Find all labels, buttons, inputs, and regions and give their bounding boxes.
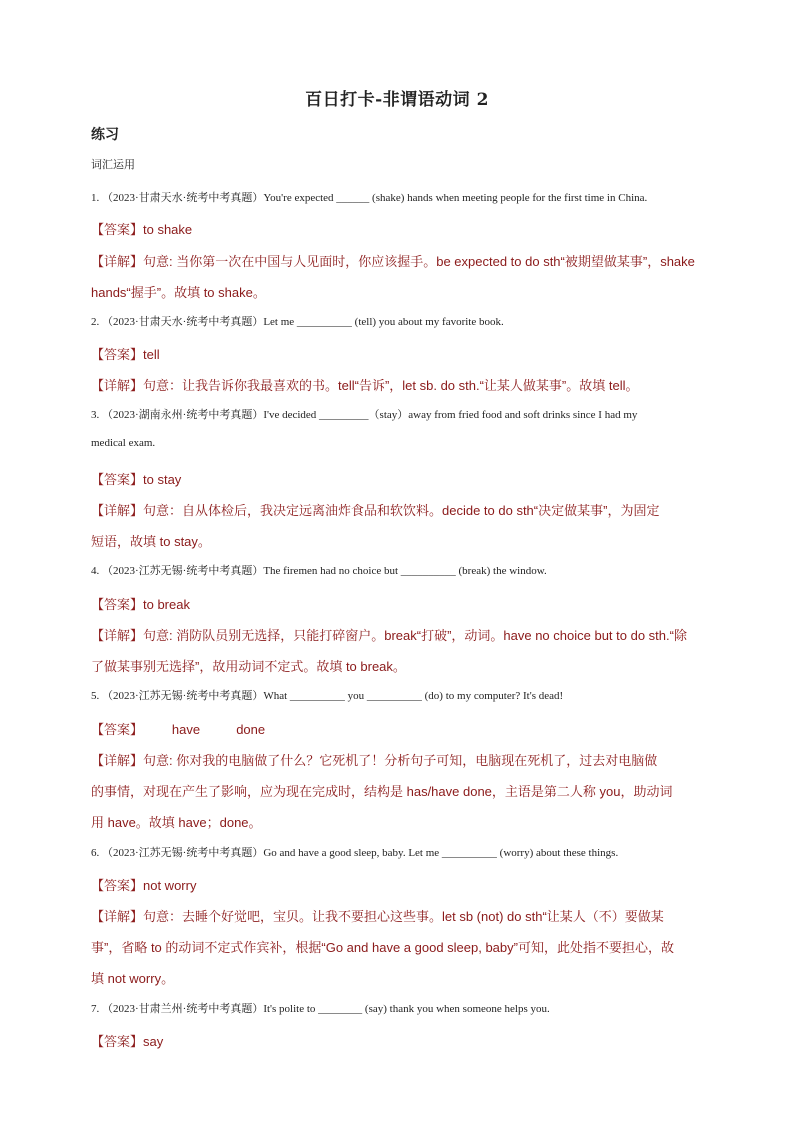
answer-4: 【答案】to break — [91, 597, 190, 612]
answer-5: 【答案】 have done — [91, 722, 266, 737]
detail-4-line-1: 【详解】句意: 消防队员别无选择，只能打碎窗户。break“打破”，动词。have no choice but to do sth.“除 — [91, 628, 687, 643]
detail-4-line-2: 了做某事别无选择”，故用动词不定式。故填 to break。 — [91, 659, 406, 674]
section-heading: 练习 — [91, 127, 119, 143]
question-3-cont: medical exam. — [91, 437, 156, 449]
question-3: 3. （2023·湖南永州·统考中考真题）I've decided _________（stay）away from fried food and soft drinks since I had my — [91, 409, 638, 421]
detail-6-line-3: 填 not worry。 — [91, 971, 175, 986]
question-7: 7. （2023·甘肃兰州·统考中考真题）It's polite to ________ (say) thank you when someone helps you. — [91, 1003, 550, 1015]
detail-3-line-2: 短语，故填 to stay。 — [91, 534, 211, 549]
answer-2: 【答案】tell — [91, 347, 160, 362]
detail-2-line-1: 【详解】句意：让我告诉你我最喜欢的书。tell“告诉”，let sb. do sth.“让某人做某事”。故填 tell。 — [91, 378, 639, 393]
detail-6-line-1: 【详解】句意：去睡个好觉吧，宝贝。让我不要担心这些事。let sb (not) do sth“让某人（不）要做某 — [91, 909, 664, 924]
detail-1-line-1: 【详解】句意: 当你第一次在中国与人见面时，你应该握手。be expected to do sth“被期望做某事”，shake — [91, 254, 695, 269]
detail-5-line-1: 【详解】句意: 你对我的电脑做了什么？它死机了！分析句子可知，电脑现在死机了，过去对电脑做 — [91, 753, 658, 768]
answer-1: 【答案】to shake — [91, 222, 193, 237]
question-1: 1. （2023·甘肃天水·统考中考真题）You're expected ______ (shake) hands when meeting people for the first time in China. — [91, 192, 648, 204]
answer-7: 【答案】say — [91, 1034, 164, 1049]
answer-6: 【答案】not worry — [91, 878, 197, 893]
detail-6-line-2: 事”，省略 to 的动词不定式作宾补，根据“Go and have a good sleep, baby”可知，此处指不要担心，故 — [91, 940, 674, 955]
subsection-heading: 词汇运用 — [91, 158, 135, 171]
detail-3-line-1: 【详解】句意：自从体检后，我决定远离油炸食品和软饮料。decide to do sth“决定做某事”，为固定 — [91, 503, 660, 518]
answer-3: 【答案】to stay — [91, 472, 182, 487]
detail-1-line-2: hands“握手”。故填 to shake。 — [91, 285, 266, 300]
question-2: 2. （2023·甘肃天水·统考中考真题）Let me __________ (tell) you about my favorite book. — [91, 316, 504, 328]
page-title: 百日打卡-非谓语动词 2 — [305, 90, 489, 110]
detail-5-line-3: 用 have。故填 have；done。 — [91, 815, 262, 830]
question-5: 5. （2023·江苏无锡·统考中考真题）What __________ you __________ (do) to my computer? It's dead! — [91, 690, 564, 702]
question-4: 4. （2023·江苏无锡·统考中考真题）The firemen had no choice but __________ (break) the window. — [91, 565, 547, 577]
question-6: 6. （2023·江苏无锡·统考中考真题）Go and have a good sleep, baby. Let me __________ (worry) about these things. — [91, 847, 619, 859]
detail-5-line-2: 的事情，对现在产生了影响，应为现在完成时，结构是 has/have done，主语是第二人称 you，助动词 — [91, 784, 673, 799]
